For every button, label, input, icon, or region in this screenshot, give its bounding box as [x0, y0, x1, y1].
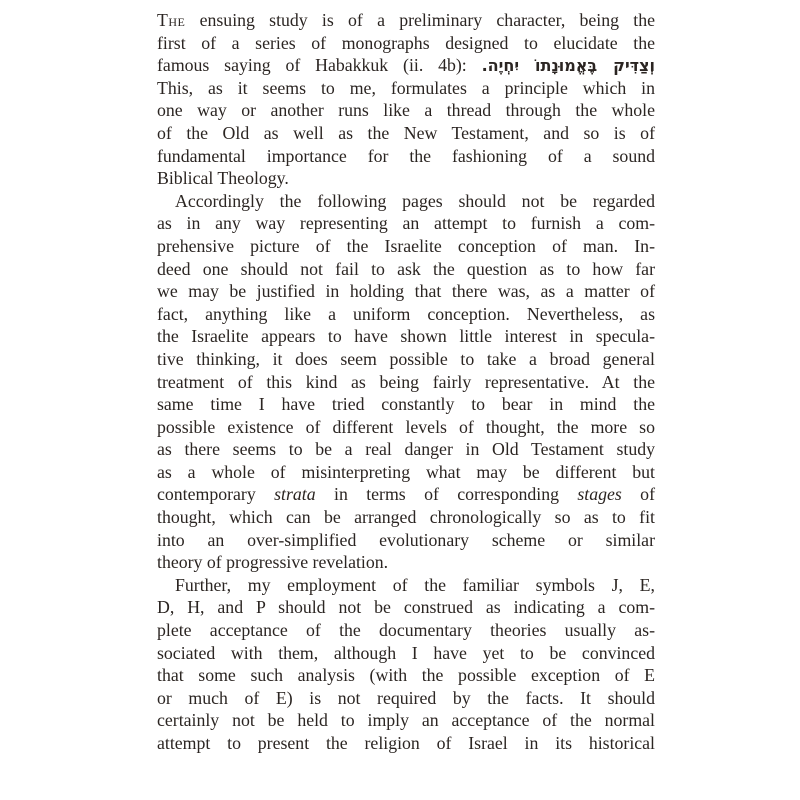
text-line: [157, 235, 655, 258]
text-segment: contemporary: [157, 484, 275, 505]
text-segment: Biblical Theology.: [157, 168, 289, 189]
text-line: [157, 212, 655, 235]
text-line: [157, 687, 655, 710]
text-segment: fact, anything like a uniform conception. Nevertheless, as: [157, 303, 655, 324]
text-line: [157, 122, 655, 145]
text-segment: or much of E) is not required by the facts. It should: [157, 687, 655, 708]
text-line: [157, 483, 655, 506]
text-segment: as there seems to be a real danger in Old Testament study: [157, 439, 655, 460]
text-line: [157, 348, 655, 371]
text-segment: first of a series of monographs designed to elucidate the: [157, 32, 655, 53]
text-line: [157, 642, 655, 665]
paragraph: [157, 190, 655, 574]
text-segment: ensuing study is of a preliminary character, being the: [185, 10, 655, 30]
text-line: [157, 506, 655, 529]
text-segment: that some such analysis (with the possible exception of E: [157, 665, 655, 686]
text-segment: attempt to present the religion of Israel in its historical: [157, 733, 655, 753]
body-text: [157, 9, 655, 755]
text-segment: of the Old as well as the New Testament, and so is of: [157, 122, 655, 143]
text-line: [157, 303, 655, 326]
text-segment: into an over-simplified evolutionary scheme or similar: [157, 529, 655, 550]
text-segment: one way or another runs like a thread through the whole: [157, 100, 655, 121]
paragraph: [157, 574, 655, 755]
text-segment: certainly not be held to imply an acceptance of the normal: [157, 710, 655, 731]
italic-term: strata: [274, 484, 316, 505]
text-segment: Further, my employment of the familiar symbols J, E,: [175, 574, 655, 595]
text-line: [157, 190, 655, 213]
text-segment: plete acceptance of the documentary theories usually as-: [157, 620, 655, 641]
hebrew-quotation: וְצַדִּיק בֶּאֱמוּנָתוֹ יִחְיֶה.: [481, 56, 655, 76]
text-segment: tive thinking, it does seem possible to take a broad general: [157, 348, 655, 369]
text-segment: in terms of corresponding: [315, 484, 578, 505]
text-line: [157, 709, 655, 732]
text-line: [157, 325, 655, 348]
text-line: [157, 99, 655, 122]
text-line: [157, 145, 655, 168]
text-segment: This, as it seems to me, formulates a principle which in: [157, 77, 655, 98]
text-segment: same time I have tried constantly to bear in mind the: [157, 394, 655, 415]
text-segment: deed one should not fail to ask the question as to how far: [157, 258, 655, 279]
text-line: [157, 258, 655, 281]
small-caps-opening: The: [157, 10, 186, 30]
text-segment: possible existence of different levels of thought, the more so: [157, 416, 655, 437]
text-line: [157, 438, 655, 461]
text-segment: of: [621, 484, 655, 505]
italic-term: stages: [577, 484, 622, 505]
text-line: [157, 461, 655, 484]
text-line: [157, 393, 655, 416]
text-line: [157, 32, 655, 55]
text-line: [157, 732, 655, 755]
text-segment: sociated with them, although I have yet to be convinced: [157, 642, 655, 663]
text-segment: theory of progressive revelation.: [157, 552, 389, 573]
text-line: [157, 167, 655, 190]
text-segment: fundamental importance for the fashioning of a sound: [157, 145, 655, 166]
text-line: [157, 596, 655, 619]
text-line: [157, 416, 655, 439]
text-segment: thought, which can be arranged chronologically so as to fit: [157, 507, 655, 528]
text-line: [157, 574, 655, 597]
text-segment: Accordingly the following pages should not be regarded: [175, 190, 655, 211]
text-segment: as in any way representing an attempt to furnish a com-: [157, 213, 655, 234]
text-segment: prehensive picture of the Israelite conception of man. In-: [157, 235, 655, 256]
paragraph: [157, 9, 655, 190]
text-line: [157, 54, 655, 77]
text-segment: famous saying of Habakkuk (ii. 4b):: [157, 55, 482, 76]
text-segment: D, H, and P should not be construed as indicating a com-: [157, 597, 655, 618]
text-segment: as a whole of misinterpreting what may be different but: [157, 461, 655, 482]
text-line: [157, 77, 655, 100]
text-line: [157, 529, 655, 552]
text-segment: the Israelite appears to have shown little interest in specula-: [157, 326, 655, 347]
text-line: [157, 9, 655, 32]
text-segment: we may be justified in holding that there was, as a matter of: [157, 281, 655, 302]
text-line: [157, 371, 655, 394]
text-line: [157, 664, 655, 687]
text-line: [157, 280, 655, 303]
text-line: [157, 551, 655, 574]
text-line: [157, 619, 655, 642]
text-segment: treatment of this kind as being fairly representative. At the: [157, 371, 655, 392]
